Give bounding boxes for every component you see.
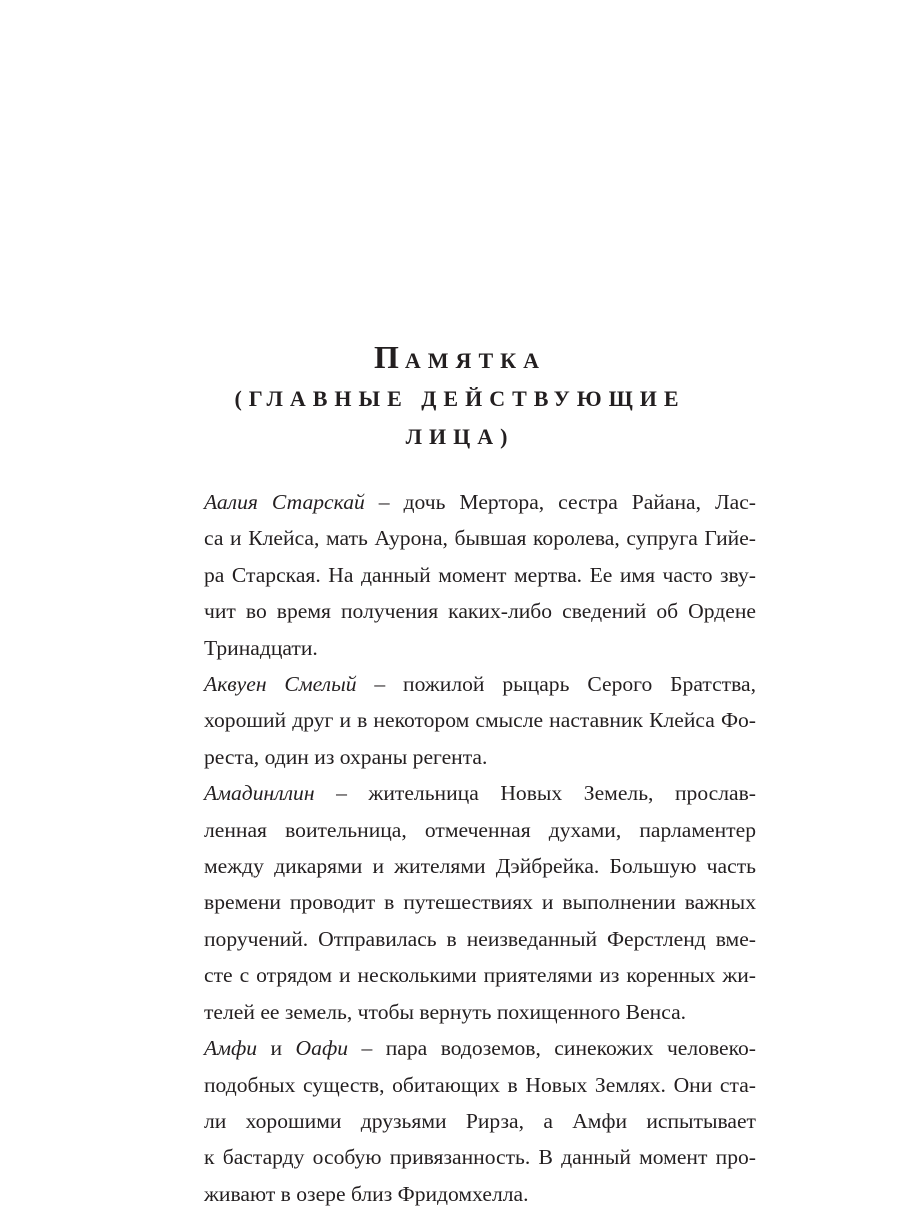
character-list	[174, 484, 756, 1212]
entry-line: чит во время получения каких-либо сведений об Ордене	[204, 599, 756, 624]
entry-line: между дикарями и жителями Дэйбрейка. Большую часть	[204, 854, 756, 879]
entry-line: живают в озере близ Фридомхелла.	[204, 1181, 529, 1206]
character-entry	[174, 484, 756, 666]
entry-line: са и Клейса, мать Аурона, бывшая королева, супруга Гийе-	[204, 526, 756, 551]
entry-line: сте с отрядом и несколькими приятелями из коренных жи-	[204, 963, 756, 988]
character-entry	[174, 775, 756, 1030]
character-entry	[174, 666, 756, 775]
character-entry	[174, 1030, 756, 1212]
heading-subtitle-line2: ЛИЦА)	[405, 424, 515, 449]
character-name: Аалия Старскай	[204, 490, 365, 514]
entry-line: к бастарду особую привязанность. В данный момент про-	[204, 1145, 756, 1170]
entry-text: – пожилой рыцарь Серого Братства,	[356, 672, 756, 697]
entry-line: ли хорошими друзьями Рирза, а Амфи испытывает	[204, 1108, 756, 1133]
entry-text: – дочь Мертора, сестра Райана, Лас-	[364, 490, 757, 514]
entry-line: ра Старская. На данный момент мертва. Ее имя часто зву-	[204, 562, 756, 587]
entry-line: поручений. Отправилась в неизведанный Ферстленд вме-	[204, 926, 756, 951]
heading-drop-cap: П	[374, 339, 405, 375]
character-name: Амфи	[204, 1036, 258, 1061]
page-heading	[150, 338, 770, 456]
entry-line	[174, 484, 756, 520]
heading-title-rest: АМЯТКА	[404, 348, 546, 373]
character-name: Аквуен Смелый	[204, 672, 357, 697]
entry-text: и	[257, 1036, 296, 1061]
entry-line: Тринадцати.	[204, 635, 318, 660]
entry-line: времени проводит в путешествиях и выполнении важных	[204, 890, 756, 915]
character-name: Оафи	[295, 1036, 349, 1061]
heading-subtitle-line1: (ГЛАВНЫЕ ДЕЙСТВУЮЩИЕ	[234, 386, 686, 411]
entry-line: телей ее земель, чтобы вернуть похищенного Венса.	[204, 999, 687, 1024]
entry-line: подобных существ, обитающих в Новых Землях. Они ста-	[204, 1072, 756, 1097]
heading-title	[150, 338, 770, 380]
entry-line	[174, 1030, 756, 1066]
entry-line: ленная воительница, отмеченная духами, парламентер	[204, 817, 756, 842]
entry-text: – пара водоземов, синекожих человеко-	[348, 1036, 757, 1061]
entry-line	[174, 775, 756, 811]
entry-line: реста, один из охраны регента.	[204, 744, 488, 769]
entry-line	[174, 666, 756, 702]
character-name: Амадинллин	[204, 781, 315, 806]
entry-text: – жительница Новых Земель, прослав-	[314, 781, 756, 806]
entry-line: хороший друг и в некотором смысле наставник Клейса Фо-	[204, 708, 756, 733]
